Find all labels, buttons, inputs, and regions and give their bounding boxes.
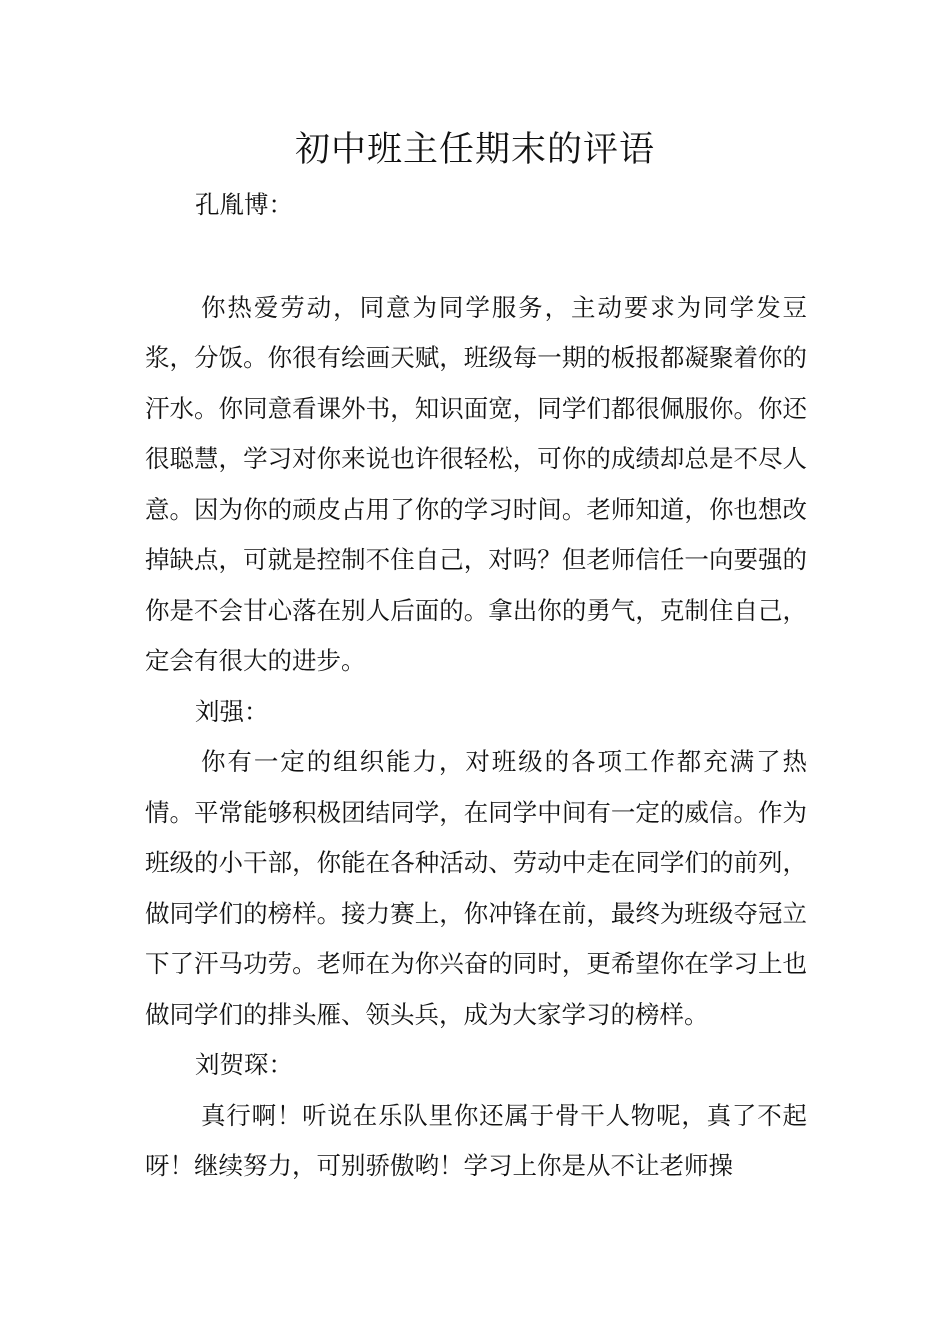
student-name-2: 刘强： xyxy=(195,696,269,726)
comment-paragraph-3: 真行啊！听说在乐队里你还属于骨干人物呢，真了不起呀！继续努力，可别骄傲哟！学习上你是从不让老师操 xyxy=(145,1100,807,1180)
blank-line xyxy=(145,231,807,283)
comment-paragraph-2: 你有一定的组织能力，对班级的各项工作都充满了热情。平常能够积极团结同学，在同学中间有一定的威信。作为班级的小干部，你能在各种活动、劳动中走在同学们的前列，做同学们的榜样。接力赛上，你冲锋在前，最终为班级夺冠立下了汗马功劳。老师在为你兴奋的同时，更希望你在学习上也做同学们的排头雁、领头兵，成为大家学习的榜样。 xyxy=(145,747,807,1029)
document-body xyxy=(145,180,807,1192)
comment-paragraph-1: 你热爱劳动，同意为同学服务，主动要求为同学发豆浆，分饭。你很有绘画天赋，班级每一期的板报都凝聚着你的汗水。你同意看课外书，知识面宽，同学们都很佩服你。你还很聪慧，学习对你来说也许很轻松，可你的成绩却总是不尽人意。因为你的顽皮占用了你的学习时间。老师知道，你也想改掉缺点，可就是控制不住自己，对吗？但老师信任一向要强的你是不会甘心落在别人后面的。拿出你的勇气，克制住自己，定会有很大的进步。 xyxy=(145,292,807,675)
document-title: 初中班主任期末的评语 xyxy=(294,130,655,170)
student-name-1: 孔胤博： xyxy=(195,190,293,219)
student-name-3: 刘贺琛： xyxy=(195,1050,293,1079)
